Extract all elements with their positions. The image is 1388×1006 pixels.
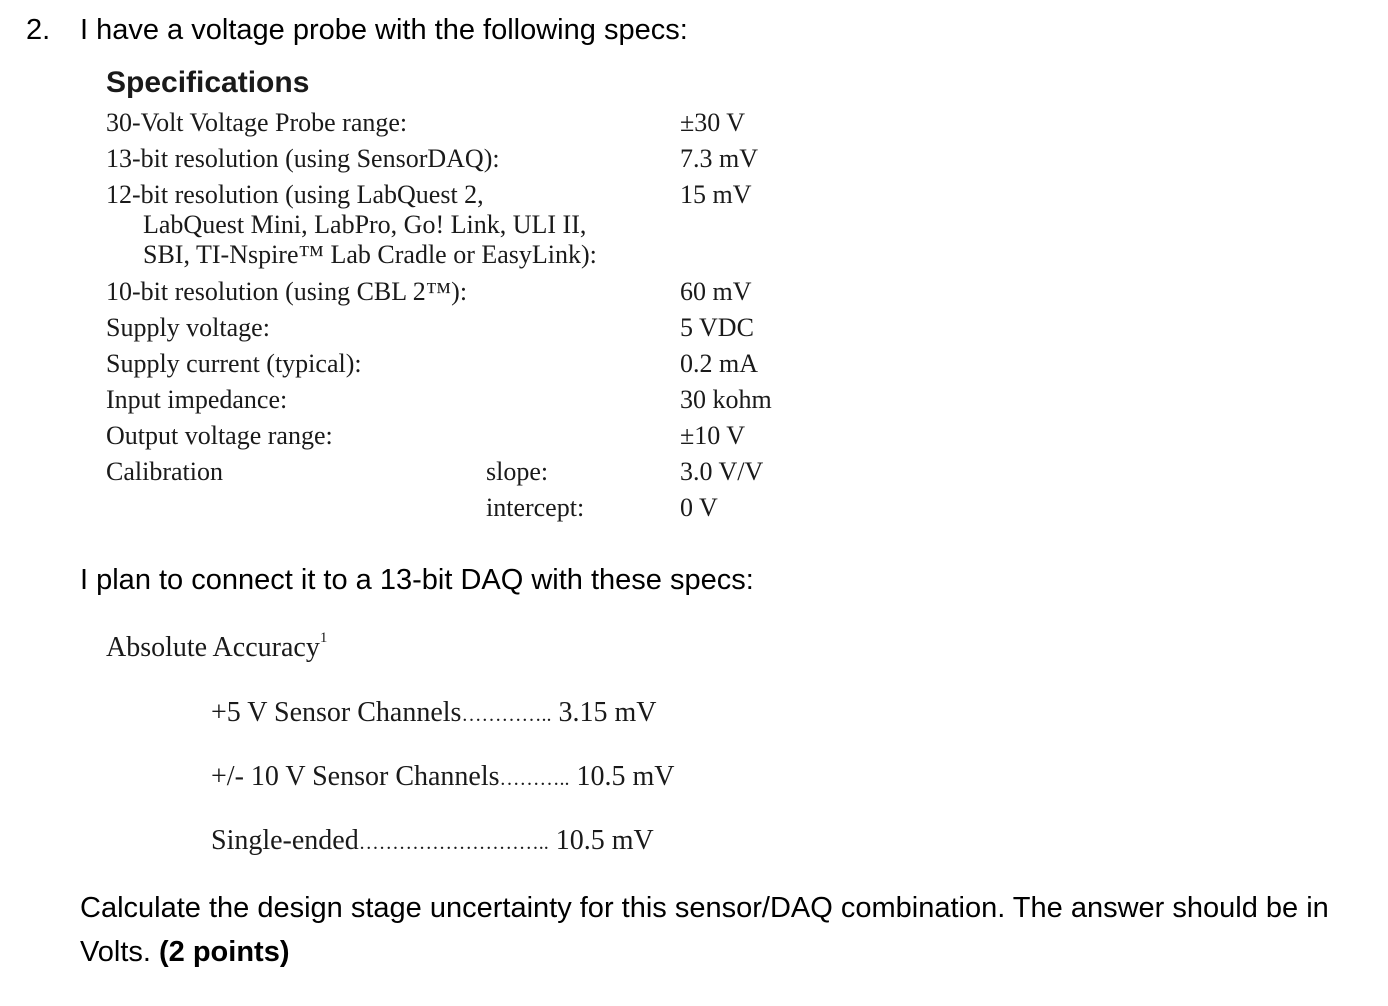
spec-value-13bit: 7.3 mV [680, 144, 758, 173]
question-number: 2. [26, 14, 51, 46]
spec-label-12bit-cont-2: SBI, TI-Nspire™ Lab Cradle or EasyLink): [143, 240, 597, 269]
spec-label-calibration: Calibration [106, 457, 223, 486]
accuracy-leader-dots: ……………………….. [358, 832, 549, 854]
daq-intro: I plan to connect it to a 13-bit DAQ with these specs: [80, 564, 754, 596]
spec-label-output-range: Output voltage range: [106, 421, 333, 450]
question-intro: I have a voltage probe with the following specs: [80, 14, 688, 46]
spec-value-intercept: 0 V [680, 493, 718, 522]
accuracy-row-single-ended [211, 825, 654, 857]
spec-value-slope: 3.0 V/V [680, 457, 764, 486]
accuracy-leader-dots: ……….. [499, 768, 570, 790]
spec-label-10bit: 10-bit resolution (using CBL 2™): [106, 277, 468, 306]
accuracy-label-10v: +/- 10 V Sensor Channels [211, 761, 500, 792]
task-text: Calculate the design stage uncertainty for this sensor/DAQ combination. The answer should be in Volts. [80, 892, 1329, 968]
task-question [80, 886, 1340, 974]
spec-label-slope: slope: [486, 457, 549, 486]
spec-label-13bit: 13-bit resolution (using SensorDAQ): [106, 144, 500, 173]
spec-value-12bit: 15 mV [680, 180, 752, 209]
accuracy-heading-text: Absolute Accuracy [106, 632, 320, 663]
accuracy-leader-dots: ………….. [461, 704, 552, 726]
accuracy-value-single-ended: 10.5 mV [555, 825, 654, 856]
spec-value-supply-voltage: 5 VDC [680, 313, 754, 342]
spec-label-probe-range: 30-Volt Voltage Probe range: [106, 108, 408, 137]
accuracy-label-single-ended: Single-ended [211, 825, 359, 856]
points-label: (2 points) [159, 936, 290, 968]
spec-value-probe-range: ±30 V [680, 108, 746, 137]
spec-value-input-impedance: 30 kohm [680, 385, 772, 414]
accuracy-label-5v: +5 V Sensor Channels [211, 697, 462, 728]
spec-value-10bit: 60 mV [680, 277, 752, 306]
spec-value-output-range: ±10 V [680, 421, 746, 450]
accuracy-footnote-marker: 1 [319, 629, 328, 646]
spec-label-supply-current: Supply current (typical): [106, 349, 362, 378]
spec-label-12bit: 12-bit resolution (using LabQuest 2, [106, 180, 484, 209]
accuracy-row-5v [211, 697, 656, 729]
accuracy-value-5v: 3.15 mV [558, 697, 657, 728]
spec-value-supply-current: 0.2 mA [680, 349, 758, 378]
spec-label-supply-voltage: Supply voltage: [106, 313, 270, 342]
accuracy-row-10v [211, 761, 675, 793]
spec-label-intercept: intercept: [486, 493, 585, 522]
spec-label-input-impedance: Input impedance: [106, 385, 288, 414]
accuracy-heading [106, 629, 328, 664]
accuracy-value-10v: 10.5 mV [576, 761, 675, 792]
spec-label-12bit-cont-1: LabQuest Mini, LabPro, Go! Link, ULI II, [143, 210, 587, 239]
specifications-heading: Specifications [106, 66, 310, 99]
